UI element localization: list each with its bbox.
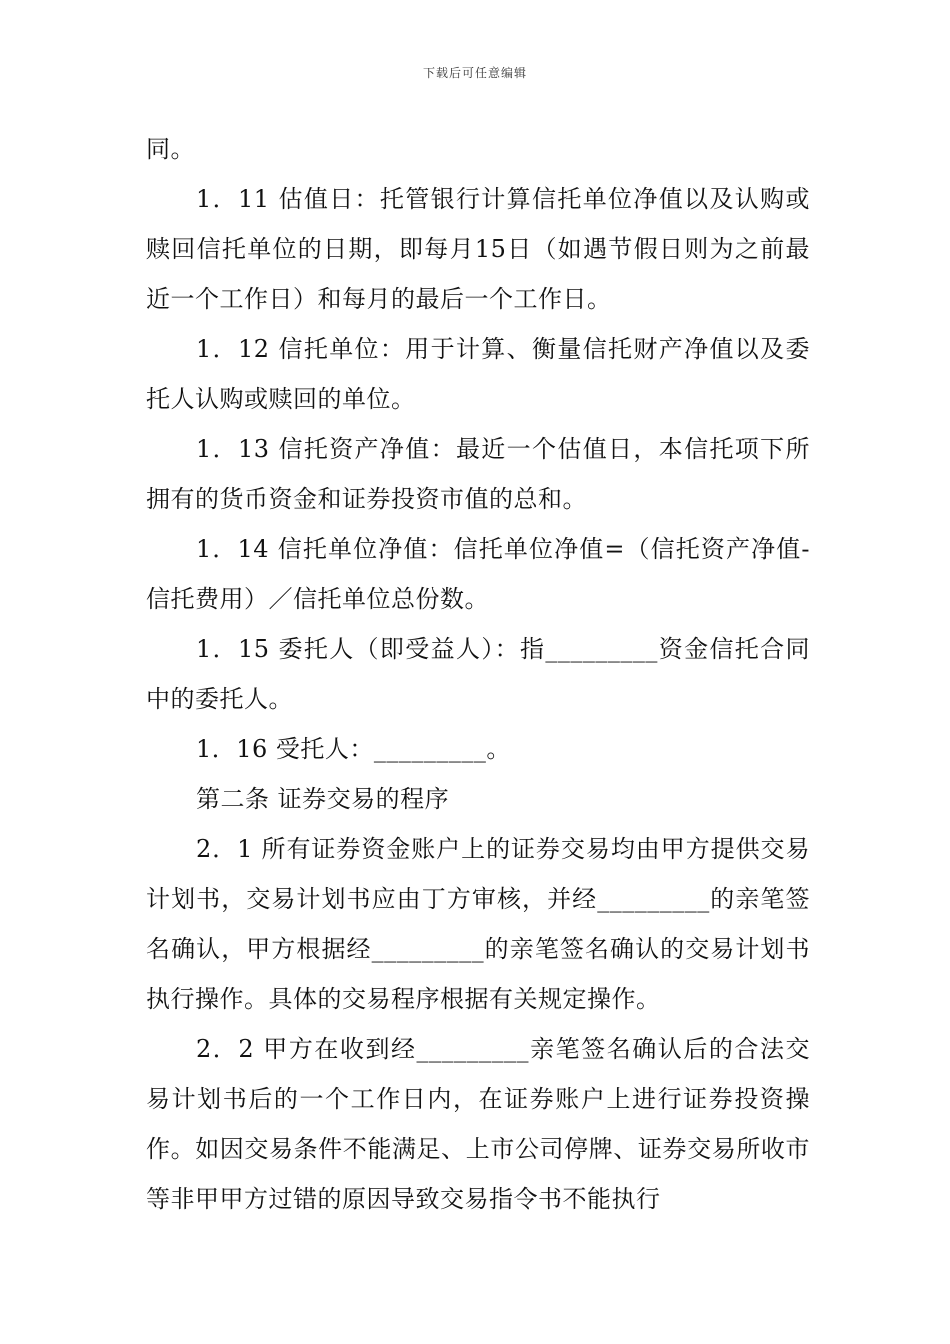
paragraph-1-13: 1．13 信托资产净值：最近一个估值日，本信托项下所拥有的货币资金和证券投资市值的总和。 [146, 435, 810, 513]
paragraph-1-12: 1．12 信托单位：用于计算、衡量信托财产净值以及委托人认购或赎回的单位。 [146, 335, 810, 413]
paragraph-continuation: 同。 [146, 135, 195, 163]
paragraph-1-16: 1．16 受托人：_________。 [196, 735, 511, 763]
paragraph-1-15: 1．15 委托人（即受益人）：指_________资金信托合同中的委托人。 [146, 635, 810, 713]
paragraph-1-11: 1．11 估值日：托管银行计算信托单位净值以及认购或赎回信托单位的日期，即每月15日（如遇节假日则为之前最近一个工作日）和每月的最后一个工作日。 [146, 185, 810, 313]
paragraph-2-1: 2．1 所有证券资金账户上的证券交易均由甲方提供交易计划书，交易计划书应由丁方审核，并经_________的亲笔签名确认，甲方根据经_________的亲笔签名确认的交易计划书执行操作。具体的交易程序根据有关规定操作。 [146, 835, 810, 1013]
document-body [146, 124, 810, 1224]
paragraph-2-2: 2．2 甲方在收到经_________亲笔签名确认后的合法交易计划书后的一个工作日内，在证券账户上进行证券投资操作。如因交易条件不能满足、上市公司停牌、证券交易所收市等非甲甲方过错的原因导致交易指令书不能执行 [146, 1035, 810, 1213]
page-header: 下载后可任意编辑 [422, 66, 527, 80]
section-heading-article-2: 第二条 证券交易的程序 [196, 785, 450, 813]
paragraph-1-14: 1．14 信托单位净值：信托单位净值=（信托资产净值-信托费用）／信托单位总份数。 [146, 535, 810, 613]
